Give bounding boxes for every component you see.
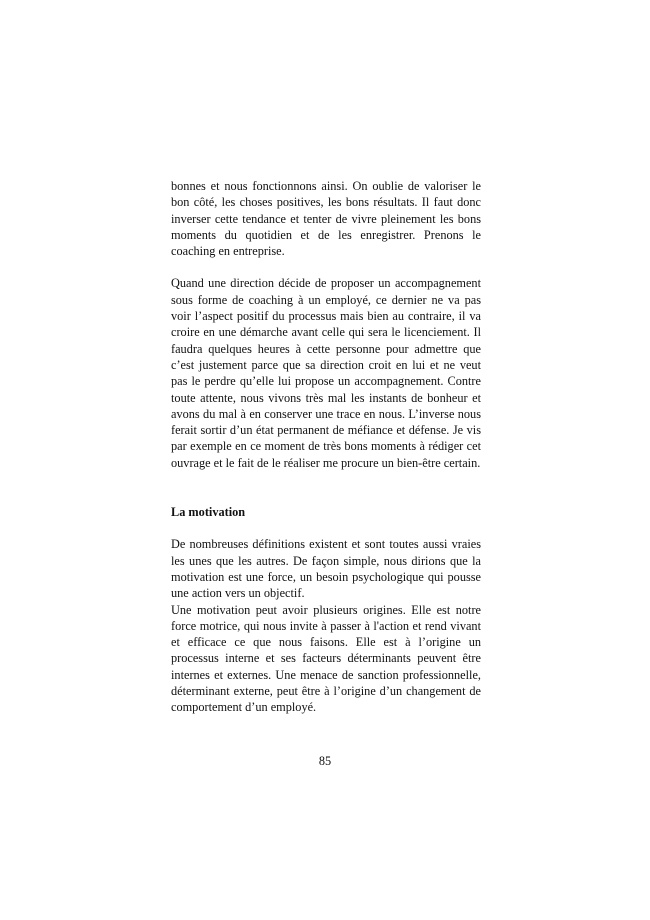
page-body [171, 178, 481, 716]
page-number: 85 [318, 754, 332, 768]
paragraph: De nombreuses définitions existent et sont toutes aussi vraies les unes que les autres. De façon simple, nous dirions que la motivation est une force, un besoin psychologique qui pousse une action vers un objectif. [171, 537, 481, 601]
section-heading: La motivation [171, 505, 246, 520]
paragraph: Une motivation peut avoir plusieurs origines. Elle est notre force motrice, qui nous invite à passer à l'action et rend vivant et efficace ce que nous faisons. Elle est à l’origine un processus interne et ses facteurs déterminants peuvent être internes et externes. Une menace de sanction professionnelle, déterminant externe, peut être à l’origine d’un changement de comportement d’un employé. [171, 602, 481, 715]
paragraph: bonnes et nous fonctionnons ainsi. On oublie de valoriser le bon côté, les choses positives, les bons résultats. Il faut donc inverser cette tendance et tenter de vivre pleinement les bons moments du quotidien et de les enregistrer. Prenons le coaching en entreprise. [171, 179, 481, 259]
paragraph: Quand une direction décide de proposer un accompagnement sous forme de coaching à un employé, ce dernier ne va pas voir l’aspect positif du processus mais bien au contraire, il va croire en une démarche avant celle qui sera le licenciement. Il faudra quelques heures à cette personne pour admettre que c’est justement parce que sa direction croit en lui et ne veut pas le perdre qu’elle lui propose un accompagnement. Contre toute attente, nous vivons très mal les instants de bonheur et avons du mal à en conserver une trace en nous. L’inverse nous ferait sortir d’un état permanent de méfiance et défense. Je vis par exemple en ce moment de très bons moments à rédiger cet ouvrage et le fait de le réaliser me procure un bien-être certain. [171, 276, 481, 470]
